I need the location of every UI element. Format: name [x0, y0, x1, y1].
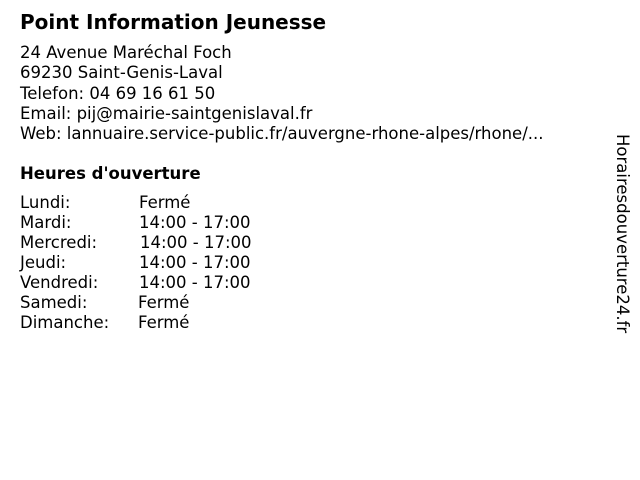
day-label: Mardi:: [20, 213, 72, 232]
day-hours: 14:00 - 17:00: [139, 273, 251, 292]
city-line: 69230 Saint-Genis-Laval: [20, 63, 223, 83]
site-brand-text: Horairesdouverture24.fr: [613, 134, 632, 334]
day-hours: 14:00 - 17:00: [139, 253, 251, 272]
day-hours: 14:00 - 17:00: [140, 233, 252, 252]
opening-hours-list: [20, 193, 320, 333]
day-hours: Fermé: [139, 193, 191, 212]
day-hours: 14:00 - 17:00: [139, 213, 251, 232]
hours-heading: Heures d'ouverture: [20, 164, 201, 183]
hours-row-lundi: [20, 193, 320, 213]
day-label: Vendredi:: [20, 273, 99, 292]
day-hours: Fermé: [138, 293, 190, 312]
business-contact: [20, 43, 544, 144]
hours-row-dimanche: [20, 313, 320, 333]
day-label: Mercredi:: [20, 233, 98, 252]
hours-row-jeudi: [20, 253, 320, 273]
hours-row-mardi: [20, 213, 320, 233]
business-name: Point Information Jeunesse: [20, 10, 327, 34]
day-label: Samedi:: [20, 293, 88, 312]
phone-line: Telefon: 04 69 16 61 50: [20, 83, 216, 103]
day-label: Jeudi:: [20, 253, 67, 272]
hours-row-samedi: [20, 293, 320, 313]
day-label: Lundi:: [20, 193, 71, 212]
day-hours: Fermé: [138, 313, 190, 332]
hours-row-vendredi: [20, 273, 320, 293]
web-line: Web: lannuaire.service-public.fr/auvergne-rhone-alpes/rhone/...: [20, 124, 544, 144]
hours-row-mercredi: [20, 233, 320, 253]
day-label: Dimanche:: [20, 313, 110, 332]
email-line: Email: pij@mairie-saintgenislaval.fr: [20, 103, 313, 123]
street-address: 24 Avenue Maréchal Foch: [20, 43, 232, 62]
